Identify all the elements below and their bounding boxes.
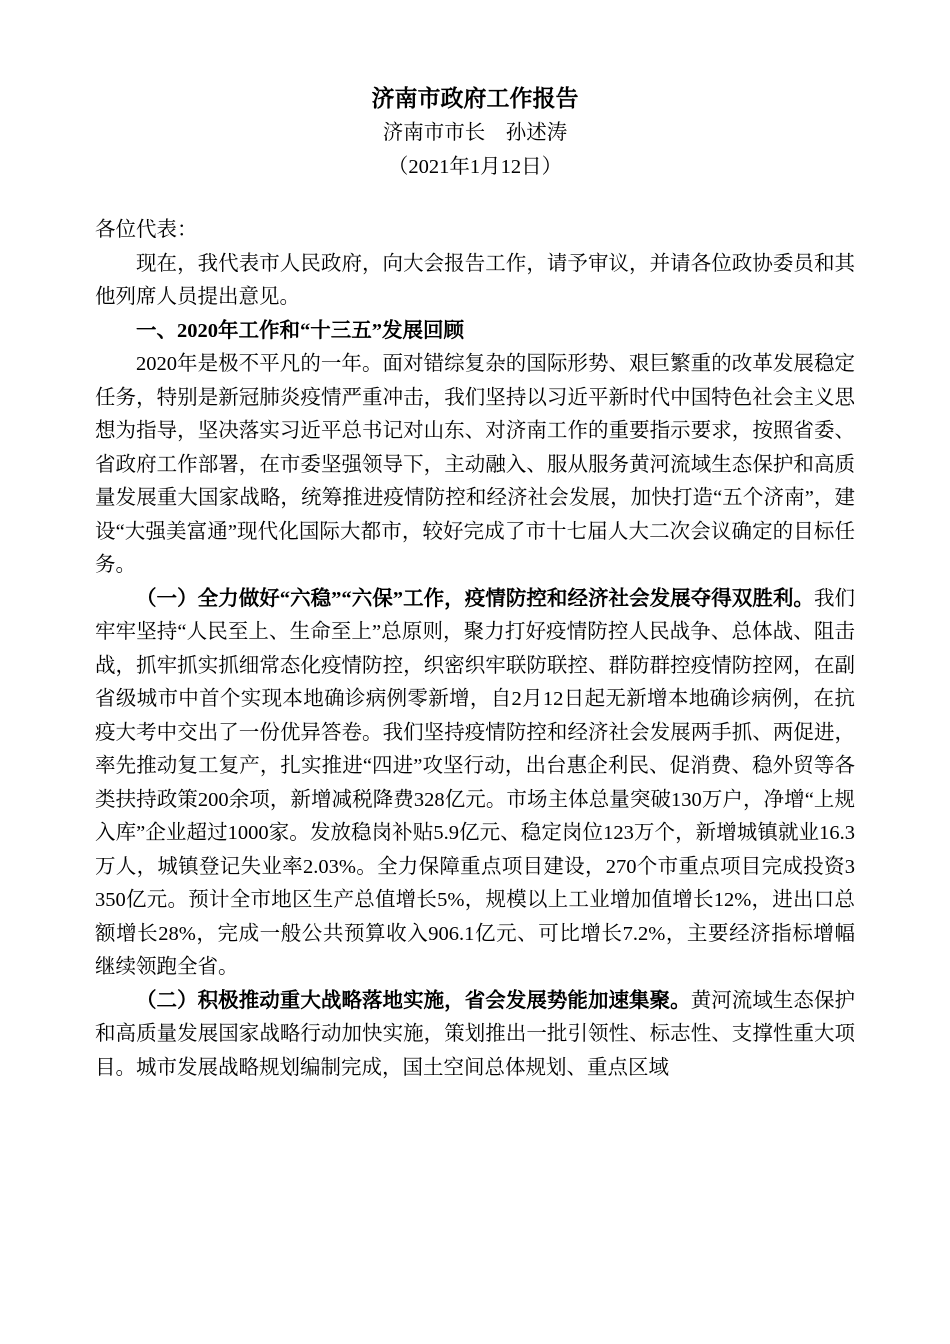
paragraph-intro-text: 现在，我代表市人民政府，向大会报告工作，请予审议，并请各位政协委员和其他列席人员提出意见。: [95, 252, 855, 308]
subsection-1-heading: （一）全力做好“六稳”“六保”工作，疫情防控和经济社会发展夺得双胜利。: [136, 587, 814, 610]
salutation: 各位代表：: [95, 219, 198, 241]
paragraph-2020-review-text: 2020年是极不平凡的一年。面对错综复杂的国际形势、艰巨繁重的改革发展稳定任务，特别是新冠肺炎疫情严重冲击，我们坚持以习近平新时代中国特色社会主义思想为指导，坚决落实习近平总书记对山东、对济南工作的重要指示要求，按照省委、省政府工作部署，在市委坚强领导下，主动融入、服从服务黄河流域生态保护和高质量发展重大国家战略，统筹推进疫情防控和经济社会发展，加快打造“五个济南”，建设“大强美富通”现代化国际大都市，较好完成了市十七届人大二次会议确定的目标任务。: [95, 353, 855, 576]
paragraph-2020-review: [95, 348, 855, 583]
subsection-1-text: 我们牢牢坚持“人民至上、生命至上”总原则，聚力打好疫情防控人民战争、总体战、阻击战，抓牢抓实抓细常态化疫情防控，织密织牢联防联控、群防群控疫情防控网，在副省级城市中首个实现本地确诊病例零新增，自2月12日起无新增本地确诊病例，在抗疫大考中交出了一份优异答卷。我们坚持疫情防控和经济社会发展两手抓、两促进，率先推动复工复产，扎实推进“四进”攻坚行动，出台惠企利民、促消费、稳外贸等各类扶持政策200余项，新增减税降费328亿元。市场主体总量突破130万户，净增“上规入库”企业超过1000家。发放稳岗补贴5.9亿元、稳定岗位123万个，新增城镇就业16.3万人，城镇登记失业率2.03%。全力保障重点项目建设，270个市重点项目完成投资3350亿元。预计全市地区生产总值增长5%，规模以上工业增加值增长12%，进出口总额增长28%，完成一般公共预算收入906.1亿元、可比增长7.2%，主要经济指标增幅继续领跑全省。: [95, 587, 856, 978]
paragraph-intro: [95, 248, 855, 315]
author-line: 济南市市长 孙述涛: [382, 122, 568, 144]
document-body: [95, 214, 855, 1085]
paragraph-subsection-1: [95, 583, 855, 985]
document-title: 济南市政府工作报告: [371, 86, 579, 111]
subsection-2-heading: （二）积极推动重大战略落地实施，省会发展势能加速集聚。: [136, 989, 691, 1012]
paragraph-subsection-2: [95, 985, 855, 1086]
date-line: （2021年1月12日）: [387, 156, 563, 178]
section-heading-1-text: 一、2020年工作和“十三五”发展回顾: [136, 319, 464, 342]
subsection-2-text: 黄河流域生态保护和高质量发展国家战略行动加快实施，策划推出一批引领性、标志性、支撑性重大项目。城市发展战略规划编制完成，国土空间总体规划、重点区域: [95, 989, 856, 1079]
section-heading-1: [95, 315, 855, 349]
header-body-spacer: [95, 184, 855, 214]
